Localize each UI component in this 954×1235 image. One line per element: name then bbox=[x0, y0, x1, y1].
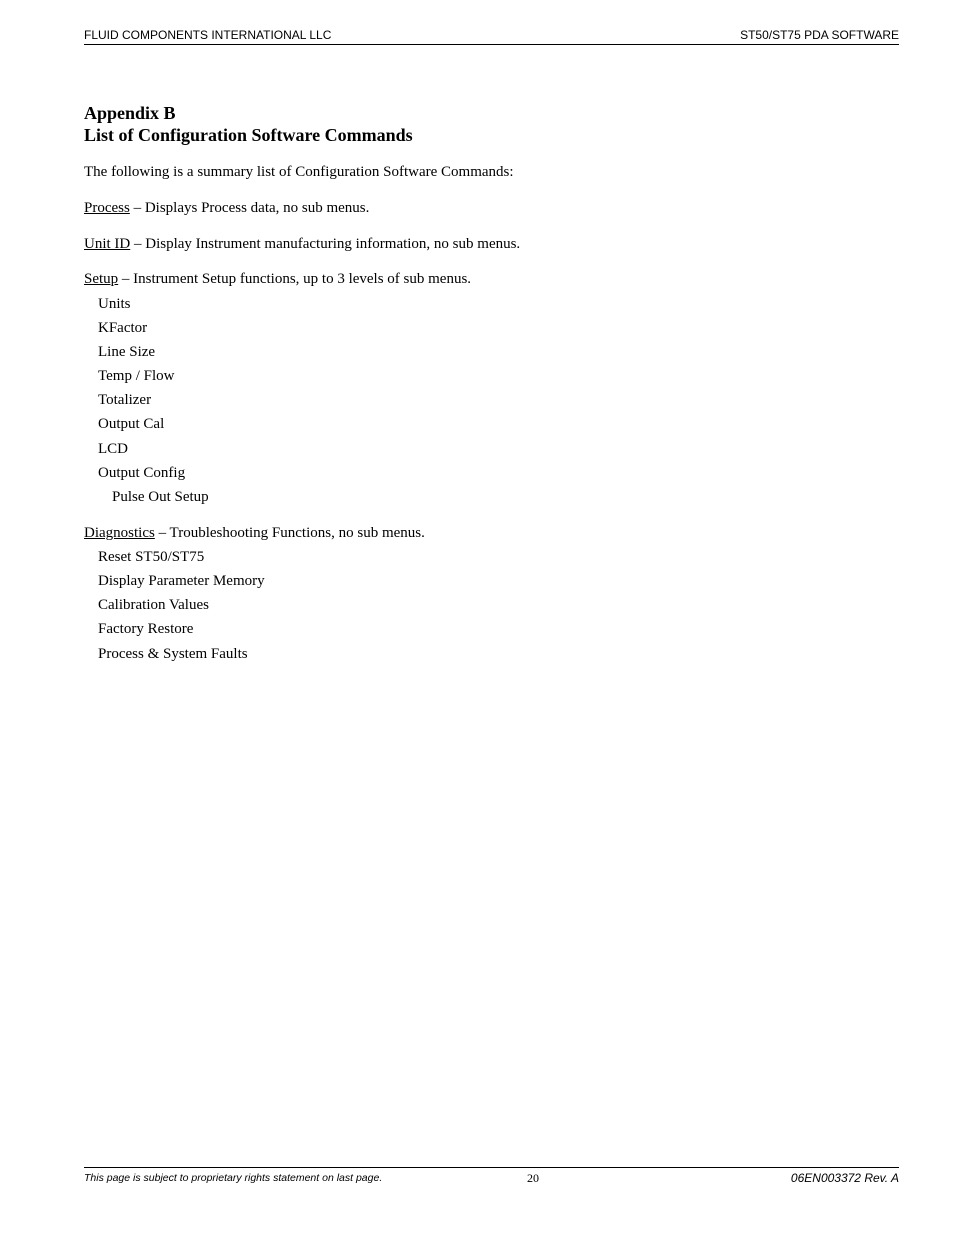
command-name: Process bbox=[84, 200, 130, 216]
setup-item-kfactor: KFactor bbox=[98, 320, 148, 336]
setup-item-output-cal: Output Cal bbox=[98, 416, 165, 432]
diagnostics-item-calibration-values: Calibration Values bbox=[98, 597, 209, 613]
command-setup bbox=[84, 270, 471, 288]
command-name: Setup bbox=[84, 271, 119, 287]
command-name: Diagnostics bbox=[84, 525, 155, 541]
appendix-title: Appendix B bbox=[84, 103, 176, 123]
page-header bbox=[84, 26, 899, 45]
footer-rights-notice: This page is subject to proprietary rights statement on last page. bbox=[84, 1172, 383, 1184]
command-description: – Troubleshooting Functions, no sub menus. bbox=[154, 525, 425, 541]
diagnostics-item-parameter-memory: Display Parameter Memory bbox=[98, 573, 265, 589]
document-revision: 06EN003372 Rev. A bbox=[790, 1171, 899, 1185]
diagnostics-item-factory-restore: Factory Restore bbox=[98, 621, 194, 637]
setup-item-pulse-out-setup: Pulse Out Setup bbox=[112, 489, 209, 505]
command-unit-id bbox=[84, 235, 520, 253]
command-description: – Display Instrument manufacturing information, no sub menus. bbox=[130, 236, 521, 252]
command-name: Unit ID bbox=[84, 236, 131, 252]
command-description: – Displays Process data, no sub menus. bbox=[129, 200, 370, 216]
setup-item-temp-flow: Temp / Flow bbox=[98, 368, 175, 384]
setup-item-line-size: Line Size bbox=[98, 344, 156, 360]
command-diagnostics bbox=[84, 524, 425, 542]
diagnostics-item-reset: Reset ST50/ST75 bbox=[98, 549, 205, 565]
setup-item-totalizer: Totalizer bbox=[98, 392, 152, 408]
setup-item-output-config: Output Config bbox=[98, 465, 186, 481]
section-title: List of Configuration Software Commands bbox=[84, 125, 413, 145]
command-description: – Instrument Setup functions, up to 3 levels of sub menus. bbox=[118, 271, 472, 287]
setup-item-lcd: LCD bbox=[98, 441, 128, 457]
command-process bbox=[84, 199, 369, 217]
setup-item-units: Units bbox=[98, 296, 131, 312]
page-number: 20 bbox=[527, 1171, 539, 1185]
diagnostics-item-faults: Process & System Faults bbox=[98, 646, 248, 662]
page-footer bbox=[84, 1167, 899, 1188]
intro-paragraph: The following is a summary list of Configuration Software Commands: bbox=[84, 164, 514, 180]
header-product: ST50/ST75 PDA SOFTWARE bbox=[740, 28, 899, 42]
header-company: FLUID COMPONENTS INTERNATIONAL LLC bbox=[84, 28, 332, 42]
